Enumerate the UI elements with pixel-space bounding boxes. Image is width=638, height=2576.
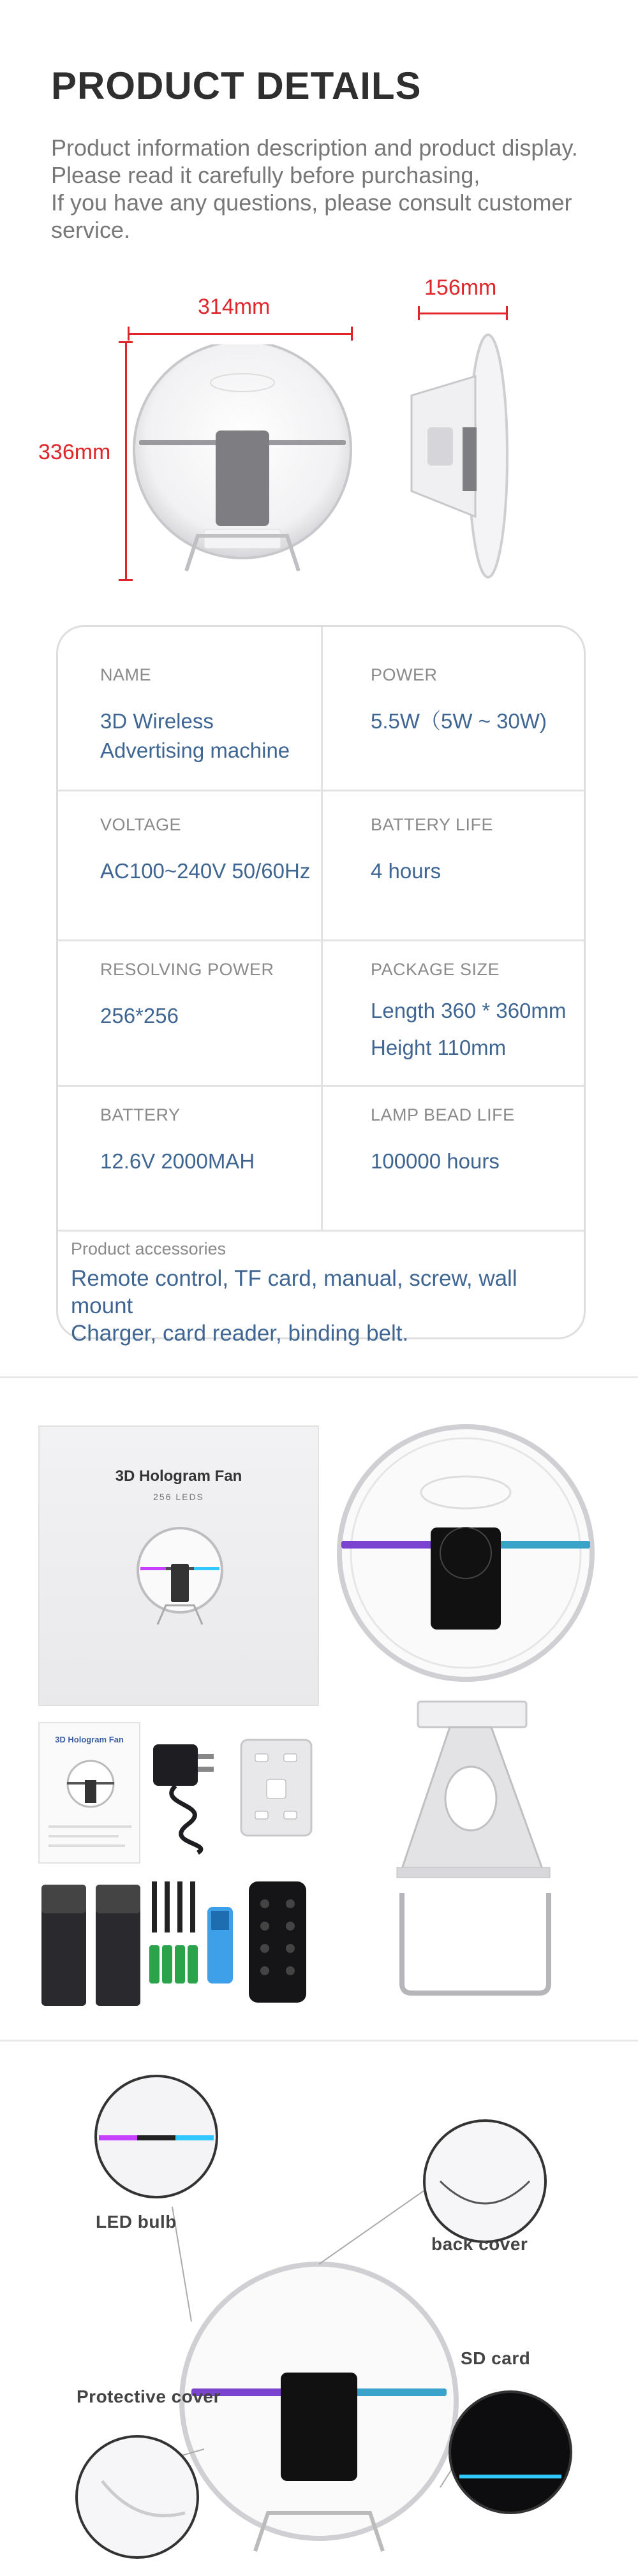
- spec-cell-battery-life: [371, 815, 493, 886]
- screws-image: [147, 1875, 204, 2009]
- depth-dimension-label: 156mm: [424, 276, 497, 300]
- intro-line-2: Please read it carefully before purchasing,: [51, 162, 480, 188]
- fan-package-front-image: [335, 1422, 597, 1684]
- spec-cell-battery: [100, 1105, 255, 1176]
- accessories-line-2: Charger, card reader, binding belt.: [71, 1321, 409, 1346]
- spec-cell-voltage: [100, 815, 310, 886]
- width-dimension-line: [128, 333, 352, 335]
- specs-row-divider: [58, 1085, 584, 1087]
- manual-image: [38, 1722, 140, 1864]
- accessories-line-1: Remote control, TF card, manual, screw, wall mount: [71, 1266, 517, 1318]
- intro-line-1: Product information description and product display.: [51, 135, 578, 161]
- spec-value: 12.6V 2000MAH: [100, 1149, 255, 1173]
- spec-label: BATTERY LIFE: [371, 815, 494, 834]
- spec-value: Length 360 * 360mm Height 110mm: [371, 999, 567, 1059]
- spec-cell-name: [100, 665, 290, 765]
- spec-label: VOLTAGE: [100, 815, 182, 834]
- depth-dimension-line: [418, 313, 507, 314]
- specs-row-divider: [58, 939, 584, 941]
- protective-cover-label: Protective cover: [77, 2387, 221, 2406]
- back-cover-label: back cover: [431, 2234, 528, 2254]
- height-tick-top: [119, 341, 133, 343]
- spec-label: POWER: [371, 665, 438, 684]
- manual-title: 3D Hologram Fan: [55, 1735, 124, 1744]
- depth-tick-right: [506, 306, 508, 320]
- specs-row-divider: [58, 790, 584, 791]
- width-dimension-label: 314mm: [198, 295, 271, 319]
- spec-value: 5.5W（5W ~ 30W): [371, 709, 547, 733]
- intro-text: [51, 134, 612, 244]
- manual-text-line: [48, 1825, 131, 1828]
- spec-cell-package-size: [371, 960, 566, 1066]
- stand-image: [389, 1696, 561, 1888]
- binding-belts-image: [35, 1878, 150, 2012]
- box-subtitle: 256 LEDS: [153, 1492, 204, 1502]
- width-tick-left: [128, 327, 130, 341]
- card-reader-image: [201, 1901, 239, 1990]
- product-box-image: [38, 1425, 319, 1706]
- manual-text-line: [48, 1844, 125, 1847]
- fan-front-view-image: [128, 344, 364, 587]
- spec-value: 4 hours: [371, 859, 441, 883]
- spec-value: 3D Wireless Advertising machine: [100, 709, 290, 762]
- accessories-value: [71, 1265, 581, 1347]
- height-dimension-label: 336mm: [38, 440, 111, 464]
- spec-label: LAMP BEAD LIFE: [371, 1105, 515, 1124]
- spec-label: RESOLVING POWER: [100, 960, 274, 979]
- manual-fan-graphic: [62, 1758, 119, 1816]
- spec-label: BATTERY: [100, 1105, 181, 1124]
- parts-diagram: [0, 2041, 638, 2576]
- section-divider: [0, 1376, 638, 1378]
- spec-label: PACKAGE SIZE: [371, 960, 500, 979]
- spec-value: AC100~240V 50/60Hz: [100, 859, 311, 883]
- spec-cell-resolving-power: [100, 960, 274, 1031]
- wall-mount-image: [236, 1735, 319, 1843]
- accessories-label: Product accessories: [71, 1239, 226, 1258]
- page-title: PRODUCT DETAILS: [51, 64, 422, 107]
- spec-value: 256*256: [100, 1004, 179, 1027]
- sd-card-label: SD card: [461, 2348, 531, 2368]
- intro-line-3: If you have any questions, please consult customer service.: [51, 189, 572, 243]
- spec-cell-lamp-bead-life: [371, 1105, 515, 1176]
- spec-value: 100000 hours: [371, 1149, 500, 1173]
- led-bulb-label: LED bulb: [96, 2212, 177, 2232]
- height-dimension-line: [125, 341, 127, 580]
- width-tick-right: [351, 327, 353, 341]
- charger-image: [144, 1735, 233, 1856]
- base-bracket-image: [392, 1888, 558, 2003]
- depth-tick-left: [418, 306, 420, 320]
- fan-side-view-image: [399, 325, 514, 587]
- spec-label: NAME: [100, 665, 152, 684]
- spec-cell-power: [371, 665, 547, 736]
- specs-column-divider: [321, 627, 323, 1230]
- box-title: 3D Hologram Fan: [115, 1468, 242, 1485]
- remote-control-image: [242, 1878, 313, 2006]
- specs-table: [56, 625, 586, 1346]
- specs-row-divider: [58, 1230, 584, 1232]
- box-fan-graphic: [129, 1526, 231, 1628]
- manual-text-line: [48, 1835, 119, 1837]
